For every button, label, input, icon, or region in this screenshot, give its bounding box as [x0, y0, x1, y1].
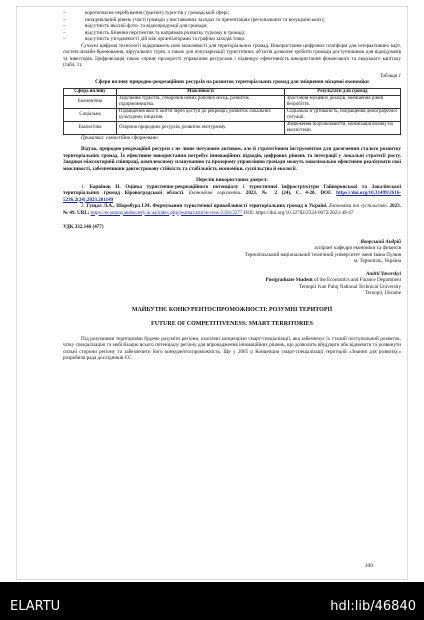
article-title-en: FUTURE OF COMPETITIVENESS: SMART TERRITORIES — [151, 321, 313, 327]
table-cell: Екологічна — [64, 121, 117, 134]
table-cell: Соціальна згуртованість, покращення демографічної ситуації. — [284, 108, 400, 121]
handle-id: hdl:lib/46840 — [330, 599, 416, 614]
bullet-list — [63, 10, 401, 43]
repository-footer — [0, 582, 424, 620]
table-row — [64, 95, 401, 108]
table-row — [64, 108, 401, 121]
author-name: Яворський Андрій — [360, 238, 401, 245]
table-caption: Сфери впливу природно-рекреаційних ресурсів на розвиток територіальних громад для зміцнення місцевої економіки — [95, 79, 369, 85]
table-cell: Залучення туристів, створення нових робочих місць, розвиток підприємництва. — [117, 95, 285, 108]
list-item: – короткочасне перебування (транзит) туристів у громадській сфері; — [63, 10, 230, 16]
conclusion-paragraph: Відтак, природно-рекреаційні ресурси є не лише потужним активом, але й стратегічним інструментом для досягнення сталого розвитку територіальних громад. Їх ефективне використання потребує інноваційних підходів, цифрових рішень та інтеграції у локальні стратегії росту. Завдяки міжсекторній співпраці, комплексному плануванню та прозорому управлінню громади можуть максимально ефективно реалізувати свої можливості, забезпечивши довгострокову стійкість та стабільність економіки, суспільства й екології. — [63, 146, 401, 172]
reference-item: 2. Гущал Л.А., Шоробура І.М. Формування туристичної привабливості територіальних громад в Україні. Економіка та суспільство. 2023. № 49. URL: https://economyandsociety.in.ua/index.php/journal/article/view/2356/2277 DOI: https://doi.org/10.32782/2524-0072/2023-49-47 — [63, 203, 401, 216]
table-header-row — [64, 88, 401, 95]
table-header-cell: Можливості — [117, 88, 285, 95]
table-note: Примітка: самостійно сформовано — [81, 134, 158, 141]
list-item: – незадовільний рівень участі громади у виставкових заходах та презентаціях (регіональних та всеукраїнських); — [63, 16, 325, 23]
paragraph-digital: Сучасні цифрові технології відкривають нові можливості для територіальних громад. Використання цифрових платформ для інтерактивних карт, систем онлайн-бронювання, віртуальних турів, а також для популяризації туристичних об'єктів дозволяє зробити громади доступнішими для відвідувачів та інвесторів. Цифровізація також сприяє прозорості управління ресурсами і підвищує ефективність використання фінансового та людського капіталу (табл. 1). — [63, 42, 401, 68]
table-cell: Зростання місцевих доходів, зменшення рівня безробіття. — [284, 95, 400, 108]
table-row — [64, 121, 401, 134]
author-block-en: Andrii Yavorskyi Postgraduate Student of the Economics and Finance Department Ternopil Ivan Puluj National Technical University Ternopil, Ukraine — [63, 271, 401, 297]
table-cell: Охорона природних ресурсів, розвиток екотуризму. — [117, 121, 285, 134]
article-title-uk: МАЙБУТНЄ КОНКУРЕНТОСПРОМОЖНОСТІ: РОЗУМНІ ТЕРИТОРІЇ — [131, 306, 333, 313]
table-cell: Економічна — [64, 95, 117, 108]
list-item: – відсутність узгодженості дій між організаторами та графіки заходів тощо. — [63, 36, 246, 42]
page-number: 100 — [364, 563, 373, 569]
list-item: – відсутність бачення перспектив та напрямків розвитку туризму в громаді; — [63, 29, 246, 36]
reference-item: 1. Барвінок Н. Оцінка туристично-рекреаційного потенціалу і туристичної інфраструктури Гайворонської та Завалівської територіальних громад Кіровоградської області. Економічні горизонти. 2023. № 2 (24), С. 4-20. DOI: https://doi.org/10.31499/2616-5236.2(24).2023.281149 — [63, 183, 402, 203]
table-cell: Збереження біорізноманіття, мінімізація впливу на екосистеми. — [284, 121, 400, 134]
paragraph-smart: Під розумними територіями будемо розуміти регіони, охоплені концепцією смарт-спеціалізації, яка забезпечує їх сталий поступальний розвиток, чітку спеціалізацію та мобілізацію всього потенціалу регіону для впровадження інноваційних рішень, що дозволить вбудувати або відновити та розвинути сильні сторони регіону та забезпечити його конкурентоспроможність. Ще у 2005 р Концепцію смарт-спеціалізації територій «Знання для розвитку» розробила рада дослідників ЄС. — [63, 335, 401, 361]
udk-code: УДК 332.146 (477) — [63, 224, 104, 230]
reference-link[interactable]: https://doi.org/10.31499/2616-5236.2(24).2023.281149 — [63, 190, 401, 203]
page-content — [63, 10, 401, 362]
list-item: – відсутність якісної фото- та відеопродукції для громади; — [63, 23, 208, 29]
table-header-cell: Результати для громад — [284, 88, 400, 95]
repository-name: ELARTU — [10, 599, 61, 614]
table-cell: Підвищення якості життя через доступ до рекреації, розвиток локальних культурних ініціатив. — [117, 108, 285, 121]
table-header-cell: Сфера впливу — [64, 88, 117, 95]
author-name: Andrii Yavorskyi — [366, 270, 401, 277]
table-label: Таблиця 1 — [379, 72, 401, 79]
reference-link[interactable]: https://economyandsociety.in.ua/index.php/journal/article/view/2356/2277 — [90, 209, 243, 216]
references-title: Перелік використаних джерел: — [196, 177, 268, 183]
table-cell: Соціальна — [64, 108, 117, 121]
influence-table — [63, 88, 401, 135]
document-page — [16, 6, 408, 580]
author-block-uk: Яворський Андрій аспірант кафедри економіки та фінансів Тернопільський національний технічний університет імені Івана Пулюя м. Тернопіль, Україна — [63, 239, 401, 265]
